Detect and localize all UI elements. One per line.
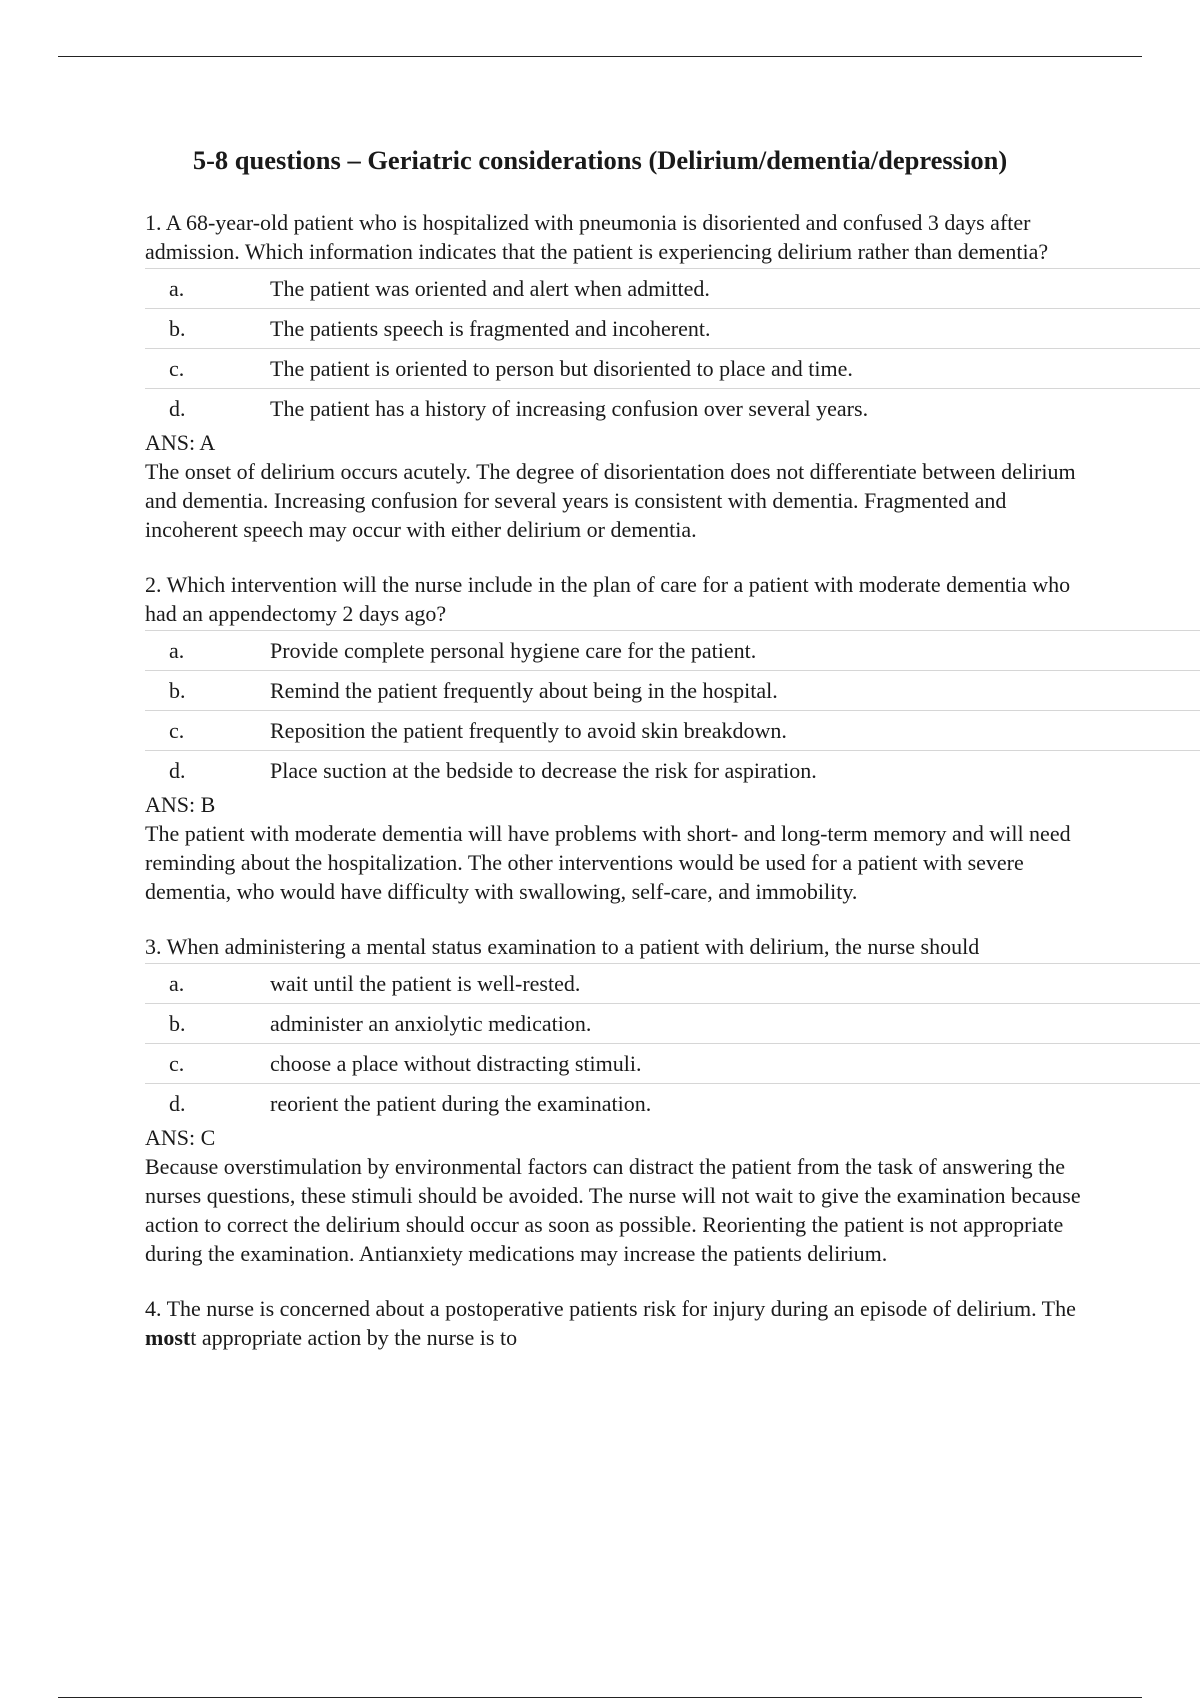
rationale: The patient with moderate dementia will have problems with short- and long-term memory and will need reminding about the hospitalization. The other interventions would be used for a patient with severe dementia, who would have difficulty with swallowing, self-care, and immobility. [145,821,1071,904]
question-3 [145,932,1200,1268]
emphasis-text: most [145,1325,191,1350]
choice-letter: b. [169,315,186,341]
choice-text: administer an anxiolytic medication. [270,1010,592,1036]
choice-letter: d. [169,395,186,421]
choice-letter: d. [169,1090,186,1116]
choice-letter: d. [169,757,186,783]
rationale: The onset of delirium occurs acutely. The degree of disorientation does not differentiate between delirium and dementia. Increasing confusion for several years is consistent with dementia. Fragmented and incoherent speech may occur with either delirium or dementia. [145,459,1076,542]
choice-letter: b. [169,677,186,703]
choice-row [145,751,1200,790]
question-stem: 1. A 68-year-old patient who is hospitalized with pneumonia is disoriented and confused 3 days after admission. Which information indicates that the patient is experiencing delirium rather than dementia? [145,210,1049,264]
choice-text: Remind the patient frequently about being in the hospital. [270,677,778,703]
choice-row [145,631,1200,671]
choice-text: choose a place without distracting stimuli. [270,1050,642,1076]
question-stem-text: t appropriate action by the nurse is to [190,1325,518,1350]
choice-text: reorient the patient during the examination. [270,1090,652,1116]
choice-row [145,1084,1200,1123]
question-stem: 2. Which intervention will the nurse include in the plan of care for a patient with moderate dementia who had an appendectomy 2 days ago? [145,572,1071,626]
choice-letter: c. [169,717,185,743]
answer-key: ANS: A [145,430,216,455]
choice-text: wait until the patient is well-rested. [270,970,581,996]
choice-letter: b. [169,1010,186,1036]
choice-row [145,711,1200,751]
choice-row [145,349,1200,389]
choice-letter: a. [169,970,185,996]
choice-row [145,671,1200,711]
question-stem [145,1294,1090,1352]
page-title: 5-8 questions – Geriatric considerations (Delirium/dementia/depression) [192,145,1008,175]
document-page [145,142,1200,1352]
choice-row [145,1004,1200,1044]
choice-text: The patient has a history of increasing confusion over several years. [270,395,869,421]
question-stem: 3. When administering a mental status examination to a patient with delirium, the nurse should [145,934,980,959]
question-stem-text: 4. The nurse is concerned about a postoperative patients risk for injury during an episode of delirium. The [145,1296,1076,1321]
top-rule [58,56,1142,57]
rationale: Because overstimulation by environmental factors can distract the patient from the task of answering the nurses questions, these stimuli should be avoided. The nurse will not wait to give the examination because action to correct the delirium should occur as soon as possible. Reorienting the patient is not appropriate during the examination. Antianxiety medications may increase the patients delirium. [145,1154,1081,1266]
choices-table [145,268,1200,428]
choice-row [145,309,1200,349]
choice-text: The patients speech is fragmented and incoherent. [270,315,711,341]
bottom-rule [58,1697,1142,1698]
choice-text: Place suction at the bedside to decrease the risk for aspiration. [270,757,817,783]
choice-text: The patient is oriented to person but disoriented to place and time. [270,355,853,381]
question-1 [145,208,1200,544]
choice-text: The patient was oriented and alert when admitted. [270,275,710,301]
choice-row [145,964,1200,1004]
question-4 [145,1294,1200,1352]
choice-letter: a. [169,637,185,663]
choice-letter: c. [169,355,185,381]
choices-table [145,963,1200,1123]
choice-letter: a. [169,275,185,301]
question-2 [145,570,1200,906]
choice-row [145,389,1200,428]
choice-row [145,1044,1200,1084]
choice-text: Reposition the patient frequently to avoid skin breakdown. [270,717,787,743]
choice-letter: c. [169,1050,185,1076]
choices-table [145,630,1200,790]
answer-key: ANS: C [145,1125,216,1150]
choice-text: Provide complete personal hygiene care for the patient. [270,637,757,663]
answer-key: ANS: B [145,792,216,817]
choice-row [145,269,1200,309]
